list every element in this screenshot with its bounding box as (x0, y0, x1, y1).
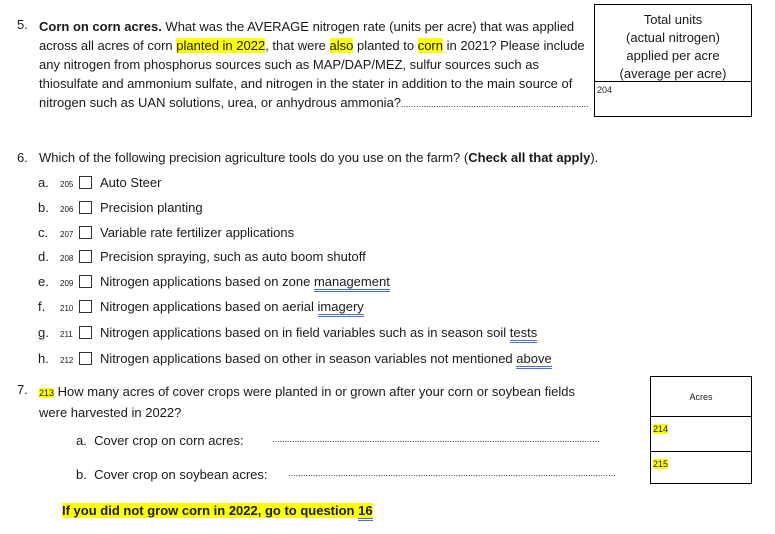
option-code: 211 (60, 330, 73, 339)
q7-text: How many acres of cover crops were planted in or grown after your corn or soybean fields were harvested in 2022? (39, 384, 575, 420)
q5-box-header (595, 5, 751, 83)
q6-number: 6. (17, 150, 28, 165)
option-letter: e. (38, 274, 49, 289)
q6-option-d (0, 249, 775, 267)
aerial-imagery-checkbox[interactable] (79, 300, 92, 313)
option-letter: h. (38, 351, 49, 366)
q6-text: Which of the following precision agriculture tools do you use on the farm? ( (39, 150, 469, 165)
option-code: 209 (60, 279, 74, 288)
option-label (100, 299, 364, 314)
q7-answer-box (650, 376, 752, 484)
item-letter: a. (76, 433, 87, 448)
option-label-text: Nitrogen applications based on zone (100, 274, 314, 289)
option-label-underlined: tests (510, 325, 537, 343)
option-code: 208 (60, 254, 74, 263)
q7-item-b-dots: ................................................................................................................................... (288, 468, 616, 478)
q6-option-h (0, 351, 775, 369)
skip-instruction (62, 503, 373, 518)
q7-question-text (39, 382, 599, 422)
option-label: Auto Steer (100, 175, 162, 190)
q5-number: 5. (17, 17, 28, 32)
skip-target-link[interactable]: 16 (358, 503, 372, 521)
q6-option-b (0, 200, 775, 218)
q6-option-e (0, 274, 775, 292)
q6-option-c (0, 225, 775, 243)
q7-number: 7. (17, 382, 28, 397)
item-label: Cover crop on corn acres: (94, 433, 244, 448)
option-code: 212 (60, 356, 74, 365)
precision-planting-checkbox[interactable] (79, 201, 92, 214)
zone-management-checkbox[interactable] (79, 275, 92, 288)
option-code: 206 (60, 205, 74, 214)
option-label (100, 351, 552, 366)
variable-rate-checkbox[interactable] (79, 226, 92, 239)
q5-title: Corn on corn acres. (39, 19, 162, 34)
q6-text-end: ). (590, 150, 599, 165)
option-letter: c. (38, 225, 49, 240)
option-label-underlined: imagery (318, 299, 364, 317)
q5-text-3: planted to (353, 38, 418, 53)
q5-box-code: 204 (597, 85, 613, 95)
item-label: Cover crop on soybean acres: (94, 467, 268, 482)
option-code: 207 (60, 230, 74, 239)
code-214: 214 (653, 424, 669, 434)
cover-crop-corn-field[interactable] (651, 416, 751, 451)
option-letter: d. (38, 249, 49, 264)
option-label (100, 274, 390, 289)
skip-text: If you did not grow corn in 2022, go to question (62, 503, 359, 518)
q7-item-a (76, 433, 244, 448)
option-label: Precision planting (100, 200, 203, 215)
option-label (100, 325, 537, 340)
q6-question-text (39, 150, 598, 165)
option-label: Variable rate fertilizer applications (100, 225, 295, 240)
q5-highlight-3: corn (417, 38, 443, 53)
q5-box-header-line: (average per acre) (619, 66, 727, 81)
precision-spraying-checkbox[interactable] (79, 250, 92, 263)
q7-code: 213 (39, 388, 55, 398)
q5-highlight-1: planted in 2022 (176, 38, 266, 53)
q5-box-header-line: applied per acre (626, 48, 720, 63)
option-letter: f. (38, 299, 46, 314)
q7-item-a-dots: ................................................................................................................................... (272, 434, 600, 444)
q7-box-header: Acres (689, 392, 713, 402)
cover-crop-soybean-field[interactable] (651, 451, 751, 483)
option-code: 205 (60, 180, 74, 189)
option-label-text: Nitrogen applications based on other in season variables not mentioned (100, 351, 517, 366)
q5-box-header-line: (actual nitrogen) (626, 30, 720, 45)
q5-answer-box (594, 4, 752, 117)
q6-option-f (0, 299, 775, 317)
q5-box-header-line: Total units (643, 12, 703, 27)
q6-option-a (0, 175, 775, 193)
q5-question-text (39, 17, 589, 114)
q5-highlight-2: also (329, 38, 354, 53)
q7-item-b (76, 467, 268, 482)
option-letter: a. (38, 175, 49, 190)
q6-option-g (0, 325, 775, 343)
q5-answer-field[interactable] (595, 81, 751, 116)
option-label-underlined: management (314, 274, 390, 292)
soil-tests-checkbox[interactable] (79, 326, 92, 339)
q6-bold-text: Check all that apply (468, 150, 591, 165)
option-label-text: Nitrogen applications based on in field variables such as in season soil (100, 325, 510, 340)
q5-text-2: , that were (265, 38, 330, 53)
code-215: 215 (653, 459, 669, 469)
q5-dots: ........................................................................... (401, 99, 589, 109)
option-code: 210 (60, 304, 74, 313)
q5-text-4: in 2021? Please include any nitrogen from phosphorus sources such as MAP/DAP/MEZ, sulfur sources such as thiosulfate and ammonium sulfate, and nitrogen in the stater in addition to the main source of nitrogen such as UAN solutions, urea, or anhydrous ammonia? (39, 38, 585, 110)
q5-text-1: What was the AVERAGE nitrogen rate (units per acre) that was applied across all acres of corn (39, 19, 575, 53)
option-letter: g. (38, 325, 49, 340)
option-label-underlined: above (516, 351, 551, 369)
auto-steer-checkbox[interactable] (79, 176, 92, 189)
option-letter: b. (38, 200, 49, 215)
option-label: Precision spraying, such as auto boom shutoff (100, 249, 366, 264)
other-variables-checkbox[interactable] (79, 352, 92, 365)
item-letter: b. (76, 467, 87, 482)
option-label-text: Nitrogen applications based on aerial (100, 299, 318, 314)
